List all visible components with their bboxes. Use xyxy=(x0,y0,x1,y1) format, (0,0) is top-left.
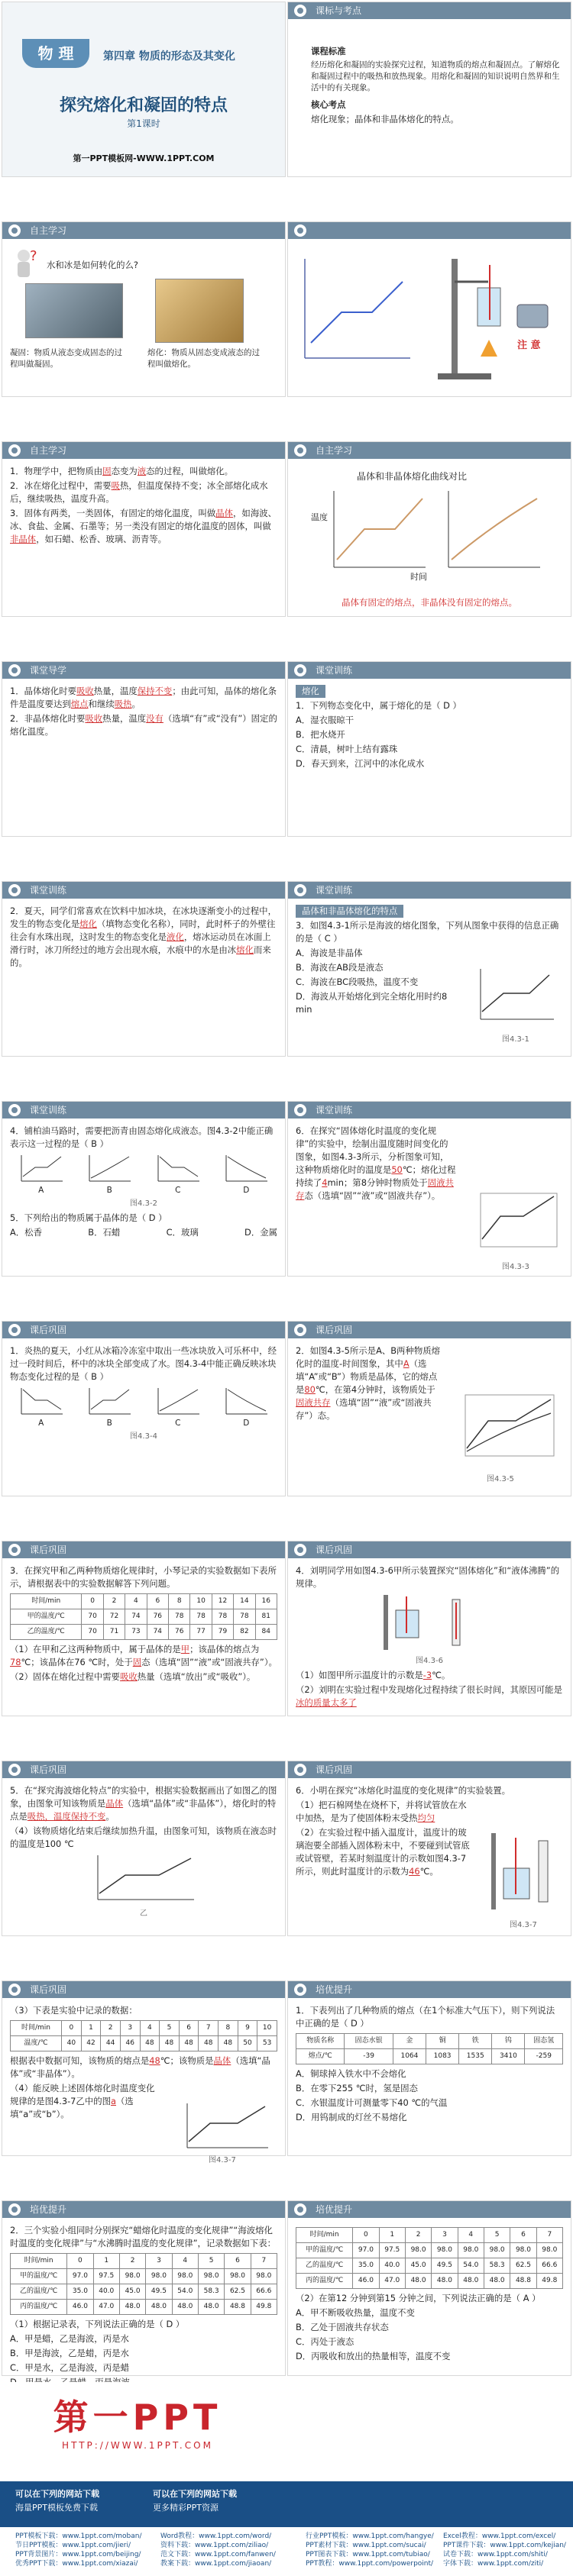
slide-training-1 xyxy=(287,661,571,837)
slide-bar xyxy=(288,222,571,239)
question: 1．炎热的夏天，小红从冰箱冷冻室中取出一些冰块放入可乐杯中，经过一段时间后，杯中的冰块全部变成了水。图4.3-4中能正确反映冰块物态变化过程的是（ B ） xyxy=(10,1345,277,1382)
solidify-caption: 凝固：物质从液态变成固态的过程叫做凝固。 xyxy=(10,348,122,369)
bullet-icon xyxy=(8,1544,21,1556)
option-b: B．乙处于固液共存状态 xyxy=(296,2322,389,2332)
question: 1．下表列出了几种物质的熔点（在1个标准大气压下），则下列说法中正确的是（ D ） xyxy=(296,2005,555,2029)
bar-title: 自主学习 xyxy=(30,225,67,236)
data-table: 时间/min 0 1 2 3 4 5 6 7 甲的温度/℃ 97.0 97.5 98.0 98.0 98.0 98.0 98.0 98.0 乙的温度/℃ 35.0 40.0 45.0 49.5 54.0 58.3 62.5 66.6 丙的温度/℃ 46.0 47.0 48.0 48.0 48.0 48.0 48.8 49.8 xyxy=(10,2253,277,2315)
option: D．金属 xyxy=(244,1227,277,1238)
s18-p1: （1）把石棉网垫在烧杯下，并将试管放在水中加热，是为了使固体粉末受热均匀 xyxy=(296,1800,467,1823)
sub-question: （1）根据记录表，下列说法正确的是（ D ） xyxy=(10,2319,185,2329)
option-b: B．在零下255 ℃时，氢是固态 xyxy=(296,2083,418,2093)
core-text: 熔化现象；晶体和非晶体熔化的特点。 xyxy=(311,114,459,124)
melting-photo xyxy=(155,279,244,343)
bar-title: 课后巩固 xyxy=(30,1984,67,1995)
s14-text: 2．如图4.3-5所示是A、B两种物质熔化时的温度-时间图象，其中A（选填“A”或“B”）物质是晶体，它的熔点是80℃，在第4分钟时，该物质处于固液共存（选填“固”“液”或“固液共存”）态。 xyxy=(296,1345,441,1421)
slide-bar xyxy=(2,1761,285,1778)
slide-standards xyxy=(287,2,571,177)
data-table: 时间/min 0 1 2 3 4 5 6 7 8 9 10 温度/℃ 40 42 44 46 48 48 48 48 48 50 53 xyxy=(10,2020,277,2051)
ad-link[interactable]: 试卷下载：www.1ppt.com/shiti/ xyxy=(443,2551,548,2558)
y-axis-label: 温度 xyxy=(311,512,328,522)
x-axis-label: 时间 xyxy=(410,572,427,582)
bar-title: 培优提升 xyxy=(316,2204,353,2215)
bar-title: 课堂训练 xyxy=(316,1105,353,1115)
bar-title: 课标与考点 xyxy=(316,5,362,16)
slide-bar xyxy=(2,2201,285,2218)
slide-training-4 xyxy=(2,1101,286,1277)
s17-p2: （4）该物质熔化结束后继续加热升温，由图象可知，该物质在液态时的温度是100 ℃ xyxy=(10,1825,277,1849)
graph-option: A xyxy=(10,1386,73,1430)
bullet-icon xyxy=(294,664,306,676)
footer-ad xyxy=(0,2382,573,2573)
chapter-title: 第四章 物质的形态及其变化 xyxy=(103,50,235,63)
bullet-icon xyxy=(8,1764,21,1776)
option-a: A．湿衣服晾干 xyxy=(296,715,354,725)
ad-links-mid xyxy=(160,2532,276,2568)
slide-self-study-text xyxy=(2,441,286,617)
question: 6．小明在探究“冰熔化时温度的变化规律”的实验装置。 xyxy=(296,1785,511,1796)
ad-link[interactable]: 范文下载：www.1ppt.com/fanwen/ xyxy=(160,2551,276,2558)
bullet-icon xyxy=(294,1984,306,1996)
ad-logo-text: 第一PPT xyxy=(53,2397,222,2438)
ad-col1-title: 可以在下列的网站下载 xyxy=(15,2489,99,2499)
slide-bar xyxy=(288,1541,571,1558)
graph-option: A xyxy=(10,1154,73,1197)
sub-question: （2）在第12 分钟到第15 分钟之间，下列说法正确的是（ A ） xyxy=(296,2293,541,2303)
s9-text: 2．夏天，同学们常喜欢在饮料中加冰块，在冰块逐渐变小的过程中，发生的物态变化是熔化（填物态变化名称），同时，此时杯子的外壁往往会有水珠出现，这时发生的物态变化是液化，熔冰运动员在冰面上滑行时，冰刀所经过的地方会出现水痕，水痕中的水是由冰熔化而来的。 xyxy=(10,905,277,968)
bullet-icon xyxy=(294,1544,306,1556)
bar-title: 课后巩固 xyxy=(30,1325,67,1335)
slide-bar xyxy=(288,2,571,19)
slide-bar xyxy=(288,2201,571,2218)
bar-title: 课后巩固 xyxy=(30,1764,67,1775)
slide-bar xyxy=(288,1322,571,1338)
ad-link[interactable]: 资料下载：www.1ppt.com/ziliao/ xyxy=(160,2542,269,2549)
graph-option: C xyxy=(147,1386,209,1430)
figure-caption: 乙 xyxy=(140,1909,147,1918)
slide-review-4 xyxy=(287,1541,571,1716)
standard-heading: 课程标准 xyxy=(311,46,346,56)
ad-links-far xyxy=(443,2532,566,2568)
slide-bar xyxy=(2,1981,285,1998)
option: C．玻璃 xyxy=(166,1227,199,1238)
thermometer-setup xyxy=(484,1830,560,1914)
ad-link[interactable]: PPT模板下载：www.1ppt.com/moban/ xyxy=(15,2532,142,2540)
graph-option: C xyxy=(147,1154,209,1197)
slide-review-2 xyxy=(287,1321,571,1496)
bar-title: 培优提升 xyxy=(316,1984,353,1995)
ad-logo-url: HTTP://WWW.1PPT.COM xyxy=(62,2440,213,2451)
slide-training-5 xyxy=(287,1101,571,1277)
graph-option: D xyxy=(215,1154,278,1197)
slide-bar xyxy=(2,222,285,239)
ad-col1-line: 海量PPT模板免费下载 xyxy=(15,2503,98,2513)
water-ice-question: 水和冰是如何转化的么? xyxy=(47,259,138,270)
option-a: A．海波是非晶体 xyxy=(296,947,363,958)
slide-training-3 xyxy=(287,881,571,1057)
apparatus-diagram xyxy=(288,244,572,396)
graph-options xyxy=(10,1386,277,1430)
option-d: D．春天到来，江河中的冰化成水 xyxy=(296,758,425,769)
s7-p2: 2．非晶体熔化时要吸收热量，温度没有（选填“有”或“没有”）固定的熔化温度。 xyxy=(10,713,277,737)
figure-caption: 图4.3-7 xyxy=(209,2156,236,2164)
heating-setup xyxy=(353,1592,506,1653)
option-c: C．海波在BC段吸热，温度不变 xyxy=(296,976,419,987)
sub-topic: 熔化 xyxy=(296,685,325,698)
s5-p1: 1．物理学中，把物质由固态变为液态的过程，叫做熔化。 xyxy=(10,466,234,476)
slide-bar xyxy=(2,1322,285,1338)
option-b: B．把水烧开 xyxy=(296,729,345,740)
question: （3）下表是实验中记录的数据： xyxy=(10,2005,138,2016)
graph-option: B xyxy=(79,1154,141,1197)
option-d: D．丙吸收和放出的热量相等，温度不变 xyxy=(296,2351,451,2361)
slide-bar xyxy=(288,1761,571,1778)
slide-review-7 xyxy=(2,1980,286,2164)
s17-text: 5．在“探究海波熔化特点”的实验中，根据实验数据画出了如图乙的图象，由图象可知该物质是晶体（选填“晶体”或“非晶体”），熔化时的特点是吸热，温度保持不变。 xyxy=(10,1785,277,1822)
wave-graph xyxy=(473,966,557,1027)
bar-title: 课后巩固 xyxy=(316,1545,353,1555)
bullet-icon xyxy=(294,884,306,896)
graph-options xyxy=(10,1154,277,1197)
ad-link[interactable]: 教案下载：www.1ppt.com/jiaoan/ xyxy=(160,2560,272,2568)
question: 4．刘明同学用如图4.3-6甲所示装置探究“固体熔化”和“液体沸腾”的规律。 xyxy=(296,1565,560,1589)
question: 3．在探究甲和乙两种物质熔化规律时，小琴记录的实验数据如下表所示，请根据表中的实验数据解答下列问题。 xyxy=(10,1565,277,1589)
s15-p1: （1）在甲和乙这两种物质中，属于晶体的是甲；该晶体的熔点为78℃；该晶体在76 ℃时，处于固态（选填“固”“液”或“固液共存”）。 xyxy=(10,1644,277,1667)
option-a: A．甲是蜡，乙是海波，丙是水 xyxy=(10,2333,129,2344)
ad-link[interactable]: PPT课件下载：www.1ppt.com/kejian/ xyxy=(443,2542,566,2549)
slide-bar xyxy=(288,1981,571,1998)
graph-option: D xyxy=(215,1386,278,1430)
melt-caption: 熔化：物质从固态变成液态的过程叫做熔化。 xyxy=(147,348,260,369)
slide-bar xyxy=(2,882,285,899)
ad-link[interactable]: Word教程：www.1ppt.com/word/ xyxy=(160,2532,272,2540)
site-label: 第一PPT模板网-WWW.1PPT.COM xyxy=(73,153,215,163)
ad-band xyxy=(0,2481,573,2527)
slide-bar xyxy=(2,442,285,459)
ad-col2-line: 更多精彩PPT资源 xyxy=(153,2503,219,2513)
ad-col2-title: 可以在下列的网站下载 xyxy=(153,2489,237,2499)
bullet-icon xyxy=(294,444,306,457)
bullet-icon xyxy=(8,224,21,237)
slide-bar xyxy=(2,1102,285,1119)
bar-title: 自主学习 xyxy=(316,445,353,456)
ad-link[interactable]: PPT素材下载：www.1ppt.com/sucai/ xyxy=(306,2542,426,2549)
slide-curve-compare xyxy=(287,441,571,617)
slide-review-1 xyxy=(2,1321,286,1496)
ad-links-right xyxy=(306,2532,434,2568)
figure-caption: 图4.3-6 xyxy=(416,1657,443,1665)
slide-review-6 xyxy=(287,1761,571,1936)
option: A．松香 xyxy=(10,1227,42,1238)
figure-caption: 图4.3-2 xyxy=(130,1199,157,1208)
bar-title: 课堂训练 xyxy=(30,885,67,896)
slide-advance-1 xyxy=(287,1980,571,2156)
s15-p2: （2）固体在熔化过程中需要吸收热量（选填“放出”或“吸收”）。 xyxy=(10,1671,256,1682)
slide-advance-2 xyxy=(2,2200,286,2376)
ab-curve-graph xyxy=(180,2100,271,2154)
ad-link[interactable]: PPT图表下载：www.1ppt.com/tubiao/ xyxy=(306,2551,430,2558)
s5-p3: 3．固体有两类，一类固体，有固定的熔化温度，叫做晶体，如海波、冰、食盐、金属、石墨等；另一类没有固定的熔化温度的固体，叫做非晶体，如石蜡、松香、玻璃、沥青等。 xyxy=(10,508,277,544)
melting-point-table: 物质名称 固态水银 金 铜 铁 钨 固态氢 熔点/℃ -39 1064 1083 1535 3410 -259 xyxy=(296,2033,563,2064)
question: 3．如图4.3-1所示是海波的熔化图象，下列从图象中获得的信息正确的是（ C ） xyxy=(296,920,559,944)
bullet-icon xyxy=(8,664,21,676)
bar-title: 课后巩固 xyxy=(30,1545,67,1555)
slide-bar xyxy=(288,882,571,899)
slide-bar xyxy=(288,662,571,679)
question-2: 5．下列给出的物质属于晶体的是（ D ） xyxy=(10,1212,167,1223)
bullet-icon xyxy=(294,1104,306,1116)
bar-title: 课堂导学 xyxy=(30,665,67,676)
core-heading: 核心考点 xyxy=(311,99,346,110)
slide-advance-3 xyxy=(287,2200,571,2376)
option-c: C．清晨，树叶上结有露珠 xyxy=(296,744,398,754)
ad-link[interactable]: 字体下载：www.1ppt.com/ziti/ xyxy=(443,2560,544,2568)
ad-link[interactable]: 节日PPT模板：www.1ppt.com/jieri/ xyxy=(15,2542,131,2549)
slide-review-3 xyxy=(2,1541,286,1716)
bullet-icon xyxy=(8,1104,21,1116)
option-d: D．用钨制成的灯丝不易熔化 xyxy=(296,2112,407,2122)
bullet-icon xyxy=(294,1764,306,1776)
ad-logo xyxy=(23,2390,252,2451)
figure-caption: 图4.3-1 xyxy=(502,1035,529,1044)
main-title: 探究熔化和凝固的特点 xyxy=(59,96,228,115)
bar-title: 课堂训练 xyxy=(316,665,353,676)
bullet-icon xyxy=(294,1324,306,1336)
option-c: C．丙处于液态 xyxy=(296,2336,354,2347)
slide-review-5 xyxy=(2,1761,286,1936)
figure-caption: 图4.3-4 xyxy=(130,1432,157,1441)
s19-p2: （4）能反映上述固体熔化时温度变化规律的是图4.3-7乙中的图a（选填“a”或“b”）。 xyxy=(10,2083,155,2119)
question: 4．铺柏油马路时，需要把沥青由固态熔化成液态。图4.3-2中能正确表示这一过程的是（ B ） xyxy=(10,1125,274,1149)
s16-p2: （2）刘明在实验过程中发现熔化过程持续了很长时间，其原因可能是冰的质量太多了 xyxy=(296,1684,562,1708)
bullet-icon xyxy=(8,884,21,896)
ad-link[interactable]: Excel教程：www.1ppt.com/excel/ xyxy=(443,2532,556,2540)
bar-title: 课堂训练 xyxy=(316,885,353,896)
ad-link[interactable]: 优秀PPT下载：www.1ppt.com/xiazai/ xyxy=(15,2560,138,2568)
bar-title: 课后巩固 xyxy=(316,1764,353,1775)
figure-caption: 图4.3-3 xyxy=(502,1263,529,1271)
ad-link[interactable]: PPT背景图片：www.1ppt.com/beijing/ xyxy=(15,2551,141,2558)
bar-title: 课后巩固 xyxy=(316,1325,353,1335)
bullet-icon xyxy=(8,2203,21,2216)
ice-photo xyxy=(25,283,123,338)
option: B．石蜡 xyxy=(88,1227,121,1238)
slide-bar xyxy=(2,1541,285,1558)
standard-text: 经历熔化和凝固的实验探究过程，知道物质的熔点和凝固点。了解熔化和凝固过程中的吸热和放热现象。用熔化和凝固的知识说明自然界和生活中的有关现象。 xyxy=(311,60,560,92)
figure-caption: 图4.3-7 xyxy=(510,1921,537,1929)
data-table: 时间/min 0 1 2 3 4 5 6 7 甲的温度/℃ 97.0 97.5 98.0 98.0 98.0 98.0 98.0 98.0 乙的温度/℃ 35.0 40.0 45.0 49.5 54.0 58.3 62.5 66.6 丙的温度/℃ 46.0 47.0 48.0 48.0 48.0 48.0 48.8 49.8 xyxy=(296,2227,563,2289)
bullet-icon xyxy=(8,1984,21,1996)
option-c: C．甲是水，乙是海波，丙是蜡 xyxy=(10,2362,130,2373)
curve-note: 晶体有固定的熔点，非晶体没有固定的熔点。 xyxy=(342,597,517,608)
option-d: D．海波从开始熔化到完全熔化用时约8 min xyxy=(296,991,448,1015)
s12-text: 6．在探究“固体熔化时温度的变化规律”的实验中，绘制出温度随时间变化的图象，如图4.3-3所示，分析图象可知，这种物质熔化时的温度是50℃；熔化过程持续了4min；第8分钟时物质处于固液共存态（选填“固”“液”或“固液共存”）。 xyxy=(296,1125,456,1201)
option-b: B．海波在AB段是液态 xyxy=(296,962,384,973)
bullet-icon xyxy=(8,1324,21,1336)
haibo-graph xyxy=(90,1852,197,1906)
slide-guide xyxy=(2,661,286,837)
s5-p2: 2．冰在熔化过程中，需要吸热，但温度保持不变；冰全部熔化成水后，继续吸热，温度升高。 xyxy=(10,480,268,504)
ab-graph xyxy=(453,1390,560,1467)
data-table: 时间/min 0 2 4 6 8 10 12 14 16 甲的温度/℃ 70 72 74 76 78 78 78 78 81 乙的温度/℃ 70 71 73 74 76 77 79 82 84 xyxy=(10,1593,277,1640)
bar-title: 自主学习 xyxy=(30,445,67,456)
ad-links-left xyxy=(15,2532,142,2568)
s16-p1: （1）如图甲所示温度计的示数是-3℃。 xyxy=(296,1670,451,1680)
bullet-icon xyxy=(8,444,21,457)
option-b: B．甲是海波，乙是蜡，丙是水 xyxy=(10,2348,129,2358)
bar-title: 课堂训练 xyxy=(30,1105,67,1115)
slide-bar xyxy=(288,1102,571,1119)
graph-option: B xyxy=(79,1386,141,1430)
question: 2．三个实验小组同时分别探究“蜡熔化时温度的变化规律”“海波熔化时温度的变化规律”与“水沸腾时温度的变化规律”，记录数据如下表： xyxy=(10,2225,277,2248)
question-figure-icon xyxy=(10,248,40,282)
option-c: C．水银温度计可测量零下40 ℃的气温 xyxy=(296,2097,448,2108)
bullet-icon xyxy=(294,2203,306,2216)
slide-apparatus xyxy=(287,221,571,397)
grid-graph xyxy=(470,1189,562,1257)
curve-chart-title: 晶体和非晶体熔化曲线对比 xyxy=(357,471,468,482)
s7-p1: 1．晶体熔化时要吸收热量，温度保持不变；由此可知，晶体的熔化条件是温度要达到熔点和继续吸热。 xyxy=(10,686,277,709)
lesson-label: 第1课时 xyxy=(127,118,160,129)
option-a: A．甲不断吸收热量，温度不变 xyxy=(296,2307,415,2318)
slide-training-2 xyxy=(2,881,286,1057)
ad-link[interactable]: PPT教程：www.1ppt.com/powerpoint/ xyxy=(306,2560,434,2568)
subject-chip: 物 理 xyxy=(22,39,89,68)
slide-self-study-photos xyxy=(2,221,286,397)
option-a: A．铜球掉入铁水中不会熔化 xyxy=(296,2068,406,2079)
svg-text:?: ? xyxy=(30,248,37,264)
s18-p2: （2）在实验过程中插入温度计，温度计的玻璃泡要全部插入固体粉末中，不要碰到试管底或试管壁，若某时刻温度计的示数如图4.3-7所示，则此时温度计的示数为46℃。 xyxy=(296,1827,470,1877)
figure-caption: 图4.3-5 xyxy=(487,1475,514,1483)
s19-p1: 根据表中数据可知，该物质的熔点是48℃；该物质是晶体（选填“晶体”或“非晶体”）。 xyxy=(10,2055,270,2079)
slide-bar xyxy=(288,442,571,459)
slide-bar xyxy=(2,662,285,679)
bar-title: 培优提升 xyxy=(30,2204,67,2215)
attention-label: 注 意 xyxy=(517,340,541,351)
curve-chart xyxy=(288,483,572,590)
bullet-icon xyxy=(294,5,306,17)
ad-link[interactable]: 行业PPT模板：www.1ppt.com/hangye/ xyxy=(306,2532,434,2540)
question: 1．下列物态变化中，属于熔化的是（ D ） xyxy=(296,700,461,711)
title-slide xyxy=(2,2,286,177)
bullet-icon xyxy=(294,224,306,237)
sub-topic: 晶体和非晶体熔化的特点 xyxy=(296,905,403,918)
